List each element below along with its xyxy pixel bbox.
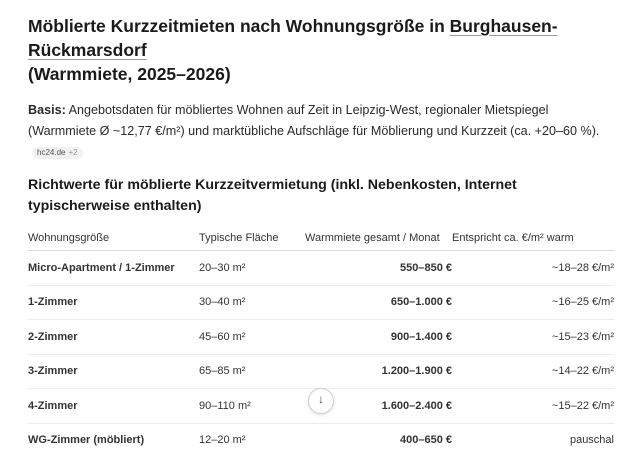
cell-size: Micro-Apartment / 1-Zimmer [28,251,199,286]
rent-table [28,226,614,457]
table-header-row [28,226,614,251]
table-row [28,354,614,389]
cell-size: 2-Zimmer [28,320,199,355]
cell-rent: 550–850 € [305,251,452,286]
source-chip-label: hc24.de [37,148,66,157]
cell-per-sqm: ~15–23 €/m² [452,320,614,355]
cell-per-sqm: ~18–28 €/m² [452,251,614,286]
cell-size: 4-Zimmer [28,389,199,424]
cell-area: 45–60 m² [199,320,305,355]
header-rent: Warmmiete gesamt / Monat [305,226,452,251]
cell-area: 65–85 m² [199,354,305,389]
scroll-down-button[interactable] [308,388,334,414]
cell-area: 30–40 m² [199,285,305,320]
cell-size: 1-Zimmer [28,285,199,320]
source-chip[interactable] [32,147,83,159]
cell-per-sqm: pauschal [569,434,614,447]
table-row [28,285,614,320]
cell-per-sqm: ~14–22 €/m² [452,354,614,389]
table-row [28,423,614,457]
header-size: Wohnungsgröße [28,226,199,251]
cell-area: 12–20 m² [199,434,246,447]
basis-paragraph [28,100,614,163]
cell-rent: 650–1.000 € [305,285,452,320]
basis-text: Angebotsdaten für möbliertes Wohnen auf Zeit in Leipzig-West, regionaler Mietspiegel (Warmmiete Ø ~12,77 €/m²) und marktübliche Aufschläge für Möblierung und Kurzzeit (ca. +20–60 %). [28,103,600,138]
table-row [28,320,614,355]
basis-label: Basis: [28,103,66,117]
title-prefix: Möblierte Kurzzeitmieten nach Wohnungsgröße in [28,16,450,36]
header-per-sqm: Entspricht ca. €/m² warm [452,226,614,251]
header-area: Typische Fläche [199,226,305,251]
arrow-down-icon: ↓ [318,392,324,406]
cell-size: 3-Zimmer [28,354,199,389]
page-title [28,14,614,86]
cell-area: 20–30 m² [199,251,305,286]
cell-size: WG-Zimmer (möbliert) [28,434,145,447]
title-suffix: (Warmmiete, 2025–2026) [28,64,231,84]
section-title: Richtwerte für möblierte Kurzzeitvermietung (inkl. Nebenkosten, Internet typischerweise enthalten) [28,177,517,214]
cell-rent: 1.600–2.400 € [305,389,452,424]
table-row [28,251,614,286]
cell-rent: 1.200–1.900 € [305,354,452,389]
cell-per-sqm: ~15–22 €/m² [452,389,614,424]
cell-area: 90–110 m² [199,389,305,424]
cell-rent: 900–1.400 € [305,320,452,355]
cell-rent: 400–650 € [400,434,452,447]
cell-per-sqm: ~16–25 €/m² [452,285,614,320]
place-link[interactable]: Burghausen-Rückmarsdorf [28,16,558,60]
source-chip-more: +2 [68,148,78,157]
